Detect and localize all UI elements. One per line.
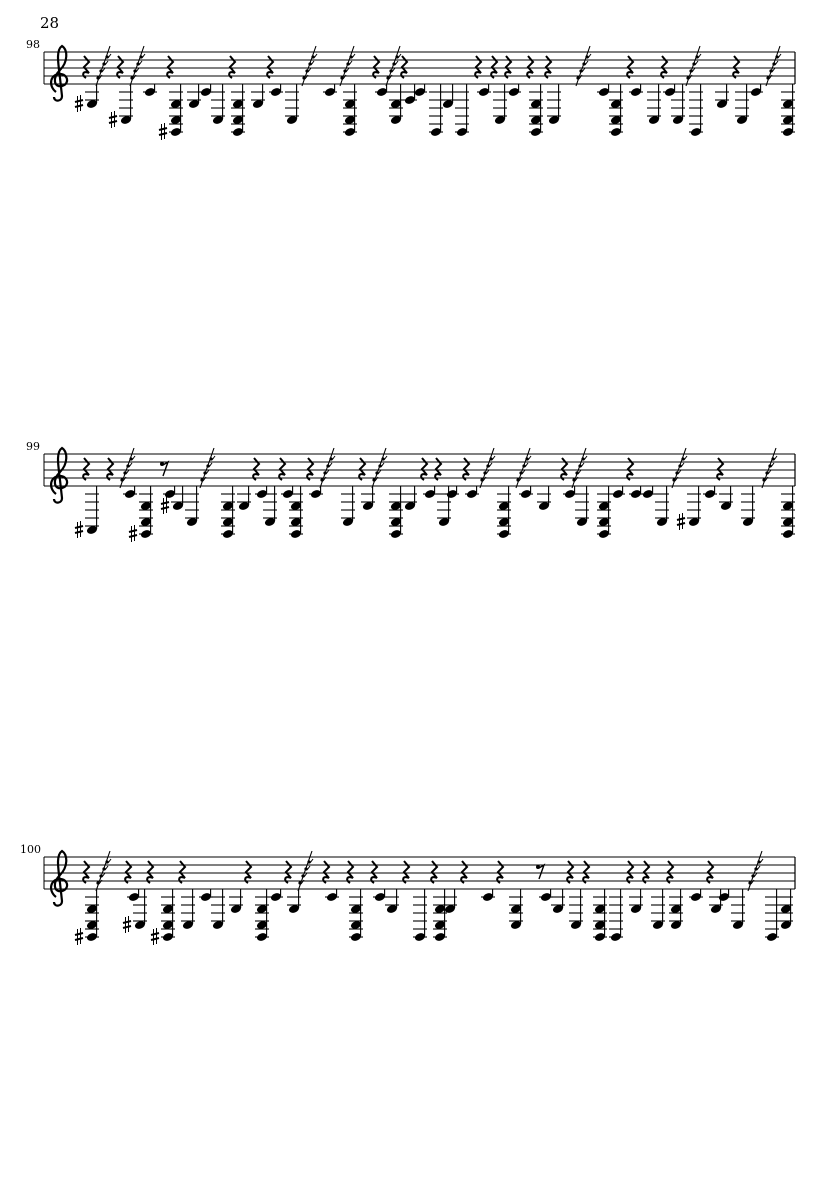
note-column (199, 889, 213, 902)
note-column (536, 865, 553, 902)
note-column (567, 861, 583, 930)
quarter-rest (567, 861, 573, 883)
note-column (609, 889, 623, 942)
note-column (717, 889, 731, 902)
sixteenth-rest-stroke (108, 859, 111, 863)
note-column (627, 861, 643, 914)
note-column (509, 889, 523, 930)
note-column (643, 861, 649, 883)
quarter-rest (245, 861, 251, 883)
note-column (593, 889, 607, 942)
note-column (651, 889, 665, 930)
note-column (255, 889, 269, 942)
quarter-rest (707, 861, 713, 883)
eighth-rest (539, 865, 544, 879)
note-column (667, 861, 683, 930)
staff (44, 851, 795, 945)
note-column (497, 861, 503, 883)
quarter-rest (147, 861, 153, 883)
note-column (245, 861, 251, 883)
note-column (229, 889, 243, 914)
page-number: 28 (40, 14, 60, 32)
note-column (765, 889, 779, 942)
sixteenth-rest-stroke (310, 859, 313, 863)
note-column (583, 861, 589, 883)
quarter-rest (627, 861, 633, 883)
quarter-rest (403, 861, 409, 883)
quarter-rest (667, 861, 673, 883)
note-column (779, 889, 793, 930)
note-column (403, 861, 409, 883)
note-column (731, 889, 745, 930)
quarter-rest (431, 861, 437, 883)
treble-clef-icon (51, 851, 67, 906)
quarter-rest (285, 861, 291, 883)
note-column (707, 861, 723, 914)
quarter-rest (323, 861, 329, 883)
sharp-icon (75, 928, 83, 945)
note-column (371, 861, 387, 902)
measure-number: 98 (26, 38, 40, 51)
note-column (211, 889, 225, 930)
quarter-rest (643, 861, 649, 883)
quarter-rest (179, 861, 185, 883)
quarter-rest (347, 861, 353, 883)
sixteenth-rest-stroke (757, 866, 760, 870)
quarter-rest (497, 861, 503, 883)
note-column (689, 889, 703, 902)
quarter-rest (125, 861, 131, 883)
note-column (125, 861, 141, 902)
note-column (413, 889, 427, 942)
quarter-rest (583, 861, 589, 883)
note-column (481, 889, 495, 902)
quarter-rest (371, 861, 377, 883)
note-column (147, 861, 153, 883)
measure-number: 100 (20, 843, 41, 856)
sharp-icon (151, 928, 159, 945)
sixteenth-rest-stroke (760, 859, 763, 863)
note-column (151, 889, 175, 945)
note-column (551, 889, 565, 914)
note-column (323, 861, 339, 902)
sixteenth-rest-stroke (105, 866, 108, 870)
sixteenth-rest-stroke (307, 866, 310, 870)
quarter-rest (461, 861, 467, 883)
note-column (461, 861, 467, 883)
note-column (269, 889, 283, 902)
sharp-icon (123, 916, 131, 933)
note-column (75, 861, 99, 945)
quarter-rest (83, 861, 89, 883)
note-column (179, 861, 195, 930)
note-column (385, 889, 399, 914)
measure-number: 99 (26, 440, 40, 453)
